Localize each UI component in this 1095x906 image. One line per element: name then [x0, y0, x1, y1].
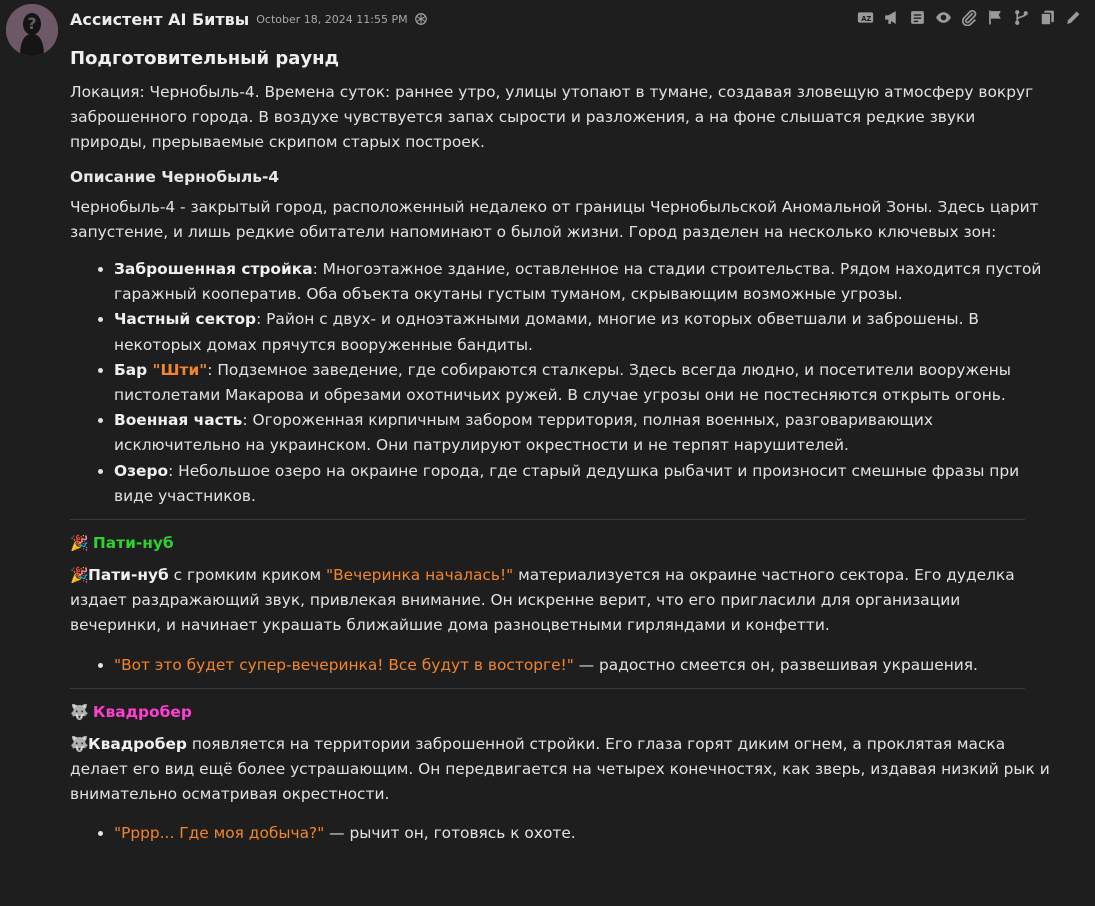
zone-text: : Огороженная кирпичным забором территория, полная военных, разговаривающих исключительно на украинском. Они патрулируют окрестности и не терпят нарушителей. [114, 411, 933, 455]
svg-text:A: A [860, 14, 867, 23]
zone-name: Заброшенная стройка [114, 260, 313, 279]
character-text: материализуется на окраине частного сектора. Его дуделка издает раздражающий звук, привлекая внимание. Он искренне верит, что его пригласили для организации вечеринки, и начинает украшать ближайшие дома разноцветными гирляндами и конфетти. [70, 566, 1015, 635]
divider [70, 688, 1025, 689]
speech-quote: "Рррр... Где моя добыча?" [114, 824, 325, 843]
megaphone-icon[interactable] [881, 8, 901, 26]
wolf-icon: 🐺 [70, 734, 89, 753]
paperclip-icon[interactable] [959, 8, 979, 26]
wolf-icon: 🐺 [70, 702, 89, 721]
eye-icon[interactable] [933, 8, 953, 26]
divider [70, 519, 1025, 520]
list-item [114, 358, 1055, 408]
zone-name: Озеро [114, 461, 169, 480]
party-popper-icon: 🎉 [70, 566, 89, 585]
translate-icon[interactable] [855, 8, 875, 26]
message-header [70, 8, 428, 30]
zone-name: Военная часть [114, 411, 243, 430]
branch-icon[interactable] [1011, 8, 1031, 26]
zone-name: Бар [114, 360, 153, 379]
speech-quote: "Вот это будет супер-вечеринка! Все будут в восторге!" [114, 655, 574, 674]
intro-paragraph: Локация: Чернобыль-4. Времена суток: раннее утро, улицы утопают в тумане, создавая зловещую атмосферу вокруг заброшенного города. В воздухе чувствуется запах сырости и разложения, а на фоне слышатся редкие звуки природы, прерываемые скрипом старых построек. [70, 83, 1034, 152]
post-title: Подготовительный раунд [70, 48, 340, 69]
list-item [114, 257, 1055, 307]
character-name-inline: Квадробер [88, 734, 187, 753]
avatar-silhouette-icon [6, 4, 58, 56]
speech-text: — рычит он, готовясь к охоте. [324, 824, 576, 843]
message-content [70, 44, 1055, 855]
section-title: Описание Чернобыль-4 [70, 167, 280, 186]
zone-quote: "Шти" [152, 360, 208, 379]
speech-list [70, 653, 1055, 678]
zone-text: : Подземное заведение, где собираются сталкеры. Здесь всегда людно, и посетители вооружены пистолетами Макарова и обрезами охотничьих ружей. В случае угрозы они не постесняются открыть огонь. [114, 360, 1011, 405]
character-heading [70, 701, 1055, 723]
flag-icon[interactable] [985, 8, 1005, 26]
list-item [114, 307, 1055, 357]
note-icon[interactable] [907, 8, 927, 26]
party-popper-icon: 🎉 [70, 534, 89, 553]
speech-list [70, 821, 1055, 846]
author-name[interactable]: Ассистент AI Битвы [70, 9, 250, 29]
message-toolbar [855, 7, 1083, 27]
edit-icon[interactable] [1063, 8, 1083, 26]
character-quote: "Вечеринка началась!" [326, 566, 514, 585]
zone-text: : Район с двух- и одноэтажными домами, многие из которых обветшали и заброшены. В некоторых домах прячутся вооруженные бандиты. [114, 310, 979, 354]
list-item [114, 408, 1055, 458]
character-text: появляется на территории заброшенной стройки. Его глаза горят диким огнем, а проклятая маска делает его вид ещё более устрашающим. Он передвигается на четырех конечностях, как зверь, издавая низкий рык и внимательно осматривая окрестности. [70, 734, 1050, 804]
character-name: Квадробер [92, 702, 192, 721]
svg-text:Z: Z [865, 14, 871, 23]
svg-text:?: ? [27, 14, 37, 33]
character-paragraph [70, 732, 1055, 808]
description-paragraph: Чернобыль-4 - закрытый город, расположенный недалеко от границы Чернобыльской Аномальной Зоны. Здесь царит запустение, и лишь редкие обитатели напоминают о былой жизни. Город разделен на несколько ключевых зон: [70, 197, 1039, 241]
zone-text: : Многоэтажное здание, оставленное на стадии строительства. Рядом находится пустой гаражный кооператив. Оба объекта окутаны густым туманом, скрывающим возможные угрозы. [114, 260, 1042, 304]
zone-name: Частный сектор [114, 310, 257, 329]
copy-icon[interactable] [1037, 8, 1057, 26]
character-name: Пати-нуб [92, 534, 174, 553]
list-item [114, 459, 1055, 509]
avatar[interactable] [6, 4, 58, 56]
list-item [114, 821, 1055, 846]
speech-text: — радостно смеется он, развешивая украшения. [573, 655, 978, 674]
ai-model-icon [414, 12, 428, 26]
timestamp: October 18, 2024 11:55 PM [256, 12, 408, 26]
character-name-inline: Пати-нуб [88, 566, 169, 585]
character-paragraph [70, 563, 1055, 639]
zones-list [70, 257, 1055, 509]
character-heading [70, 532, 1055, 554]
zone-text: : Небольшое озеро на окраине города, где старый дедушка рыбачит и произносит смешные фразы при виде участников. [114, 461, 1020, 505]
list-item [114, 653, 1055, 678]
character-text: с громким криком [168, 566, 326, 585]
